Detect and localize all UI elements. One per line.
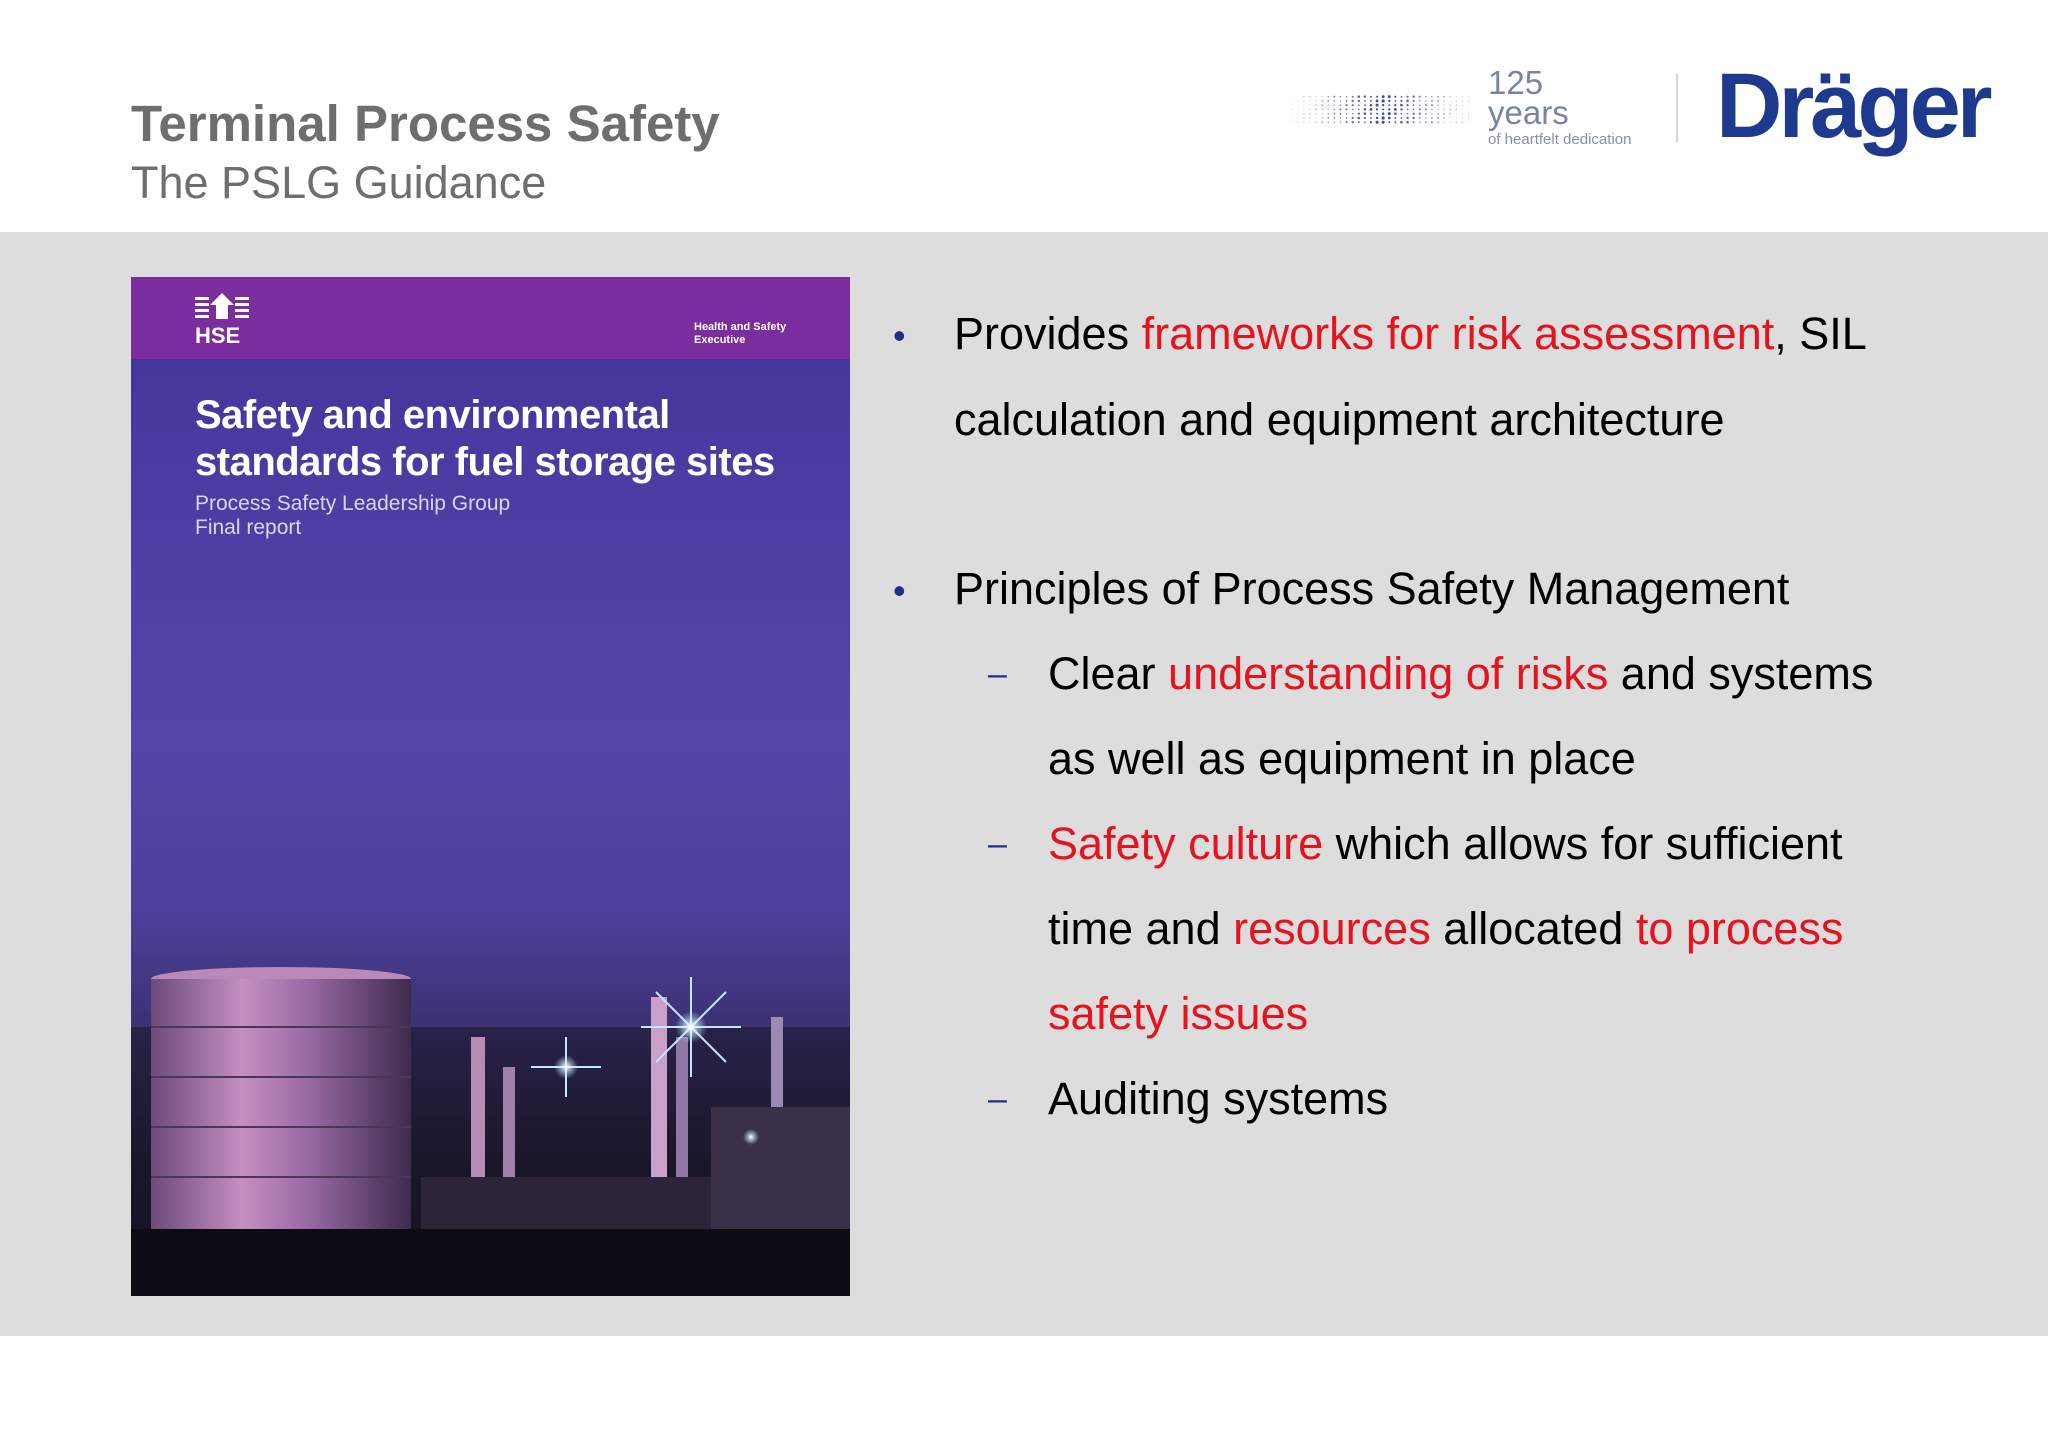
anniversary-tagline: of heartfelt dedication <box>1488 131 1632 148</box>
sub-bullet-marker: – <box>988 655 1007 693</box>
sub-bullet-1-line-2: as well as equipment in place <box>1048 733 1636 784</box>
highlight-run: Safety culture <box>1048 818 1324 869</box>
anniversary-number: 125 <box>1488 64 1544 101</box>
report-cover-image <box>131 277 850 1296</box>
text-run: , SIL <box>1774 308 1867 359</box>
sub-bullet-1-line-1 <box>1048 648 1873 700</box>
cover-agency-short: HSE <box>195 323 241 348</box>
sub-bullet-2-line-3: safety issues <box>1048 988 1309 1039</box>
bullet-2: Principles of Process Safety Management <box>954 563 1790 614</box>
text-run: allocated <box>1430 903 1636 954</box>
cover-agency-full: Health and Safety Executive <box>694 321 787 346</box>
sub-bullet-2-line-2 <box>1048 903 1843 955</box>
highlight-run: resources <box>1233 903 1431 954</box>
highlight-run: to process <box>1635 903 1844 954</box>
sub-bullet-3: Auditing systems <box>1048 1073 1389 1124</box>
cover-subtitle-line2: Final report <box>195 516 302 539</box>
cover-title: Safety and environmental standards for fuel storage sites <box>195 393 775 484</box>
bullet-1-line-1 <box>954 308 1867 360</box>
slide-subtitle: The PSLG Guidance <box>131 157 547 208</box>
bullet-marker: • <box>893 570 906 611</box>
highlight-run: understanding of risks <box>1168 648 1609 699</box>
brand-logo: Dräger <box>1716 55 1989 157</box>
sub-bullet-2-line-1 <box>1048 818 1843 870</box>
logo-divider <box>1676 74 1678 142</box>
cover-subtitle-line1: Process Safety Leadership Group <box>195 492 511 515</box>
bullet-marker: • <box>893 315 906 356</box>
sub-bullet-marker: – <box>988 825 1007 863</box>
anniversary-dots-logo <box>1290 70 1480 150</box>
hse-emblem-icon <box>195 293 249 323</box>
text-run: time and <box>1048 903 1234 954</box>
highlight-run: frameworks for risk assessment <box>1141 308 1775 359</box>
text-run: and systems <box>1608 648 1874 699</box>
text-run: which allows for sufficient <box>1323 818 1843 869</box>
cover-subtitle <box>195 492 510 540</box>
bullet-1-line-2: calculation and equipment architecture <box>954 394 1725 445</box>
text-run: Clear <box>1048 648 1169 699</box>
sub-bullet-marker: – <box>988 1080 1007 1118</box>
slide-title: Terminal Process Safety <box>131 95 720 152</box>
text-run: Provides <box>954 308 1142 359</box>
fuel-storage-night-scene <box>131 937 850 1296</box>
anniversary-word: years <box>1488 94 1569 131</box>
